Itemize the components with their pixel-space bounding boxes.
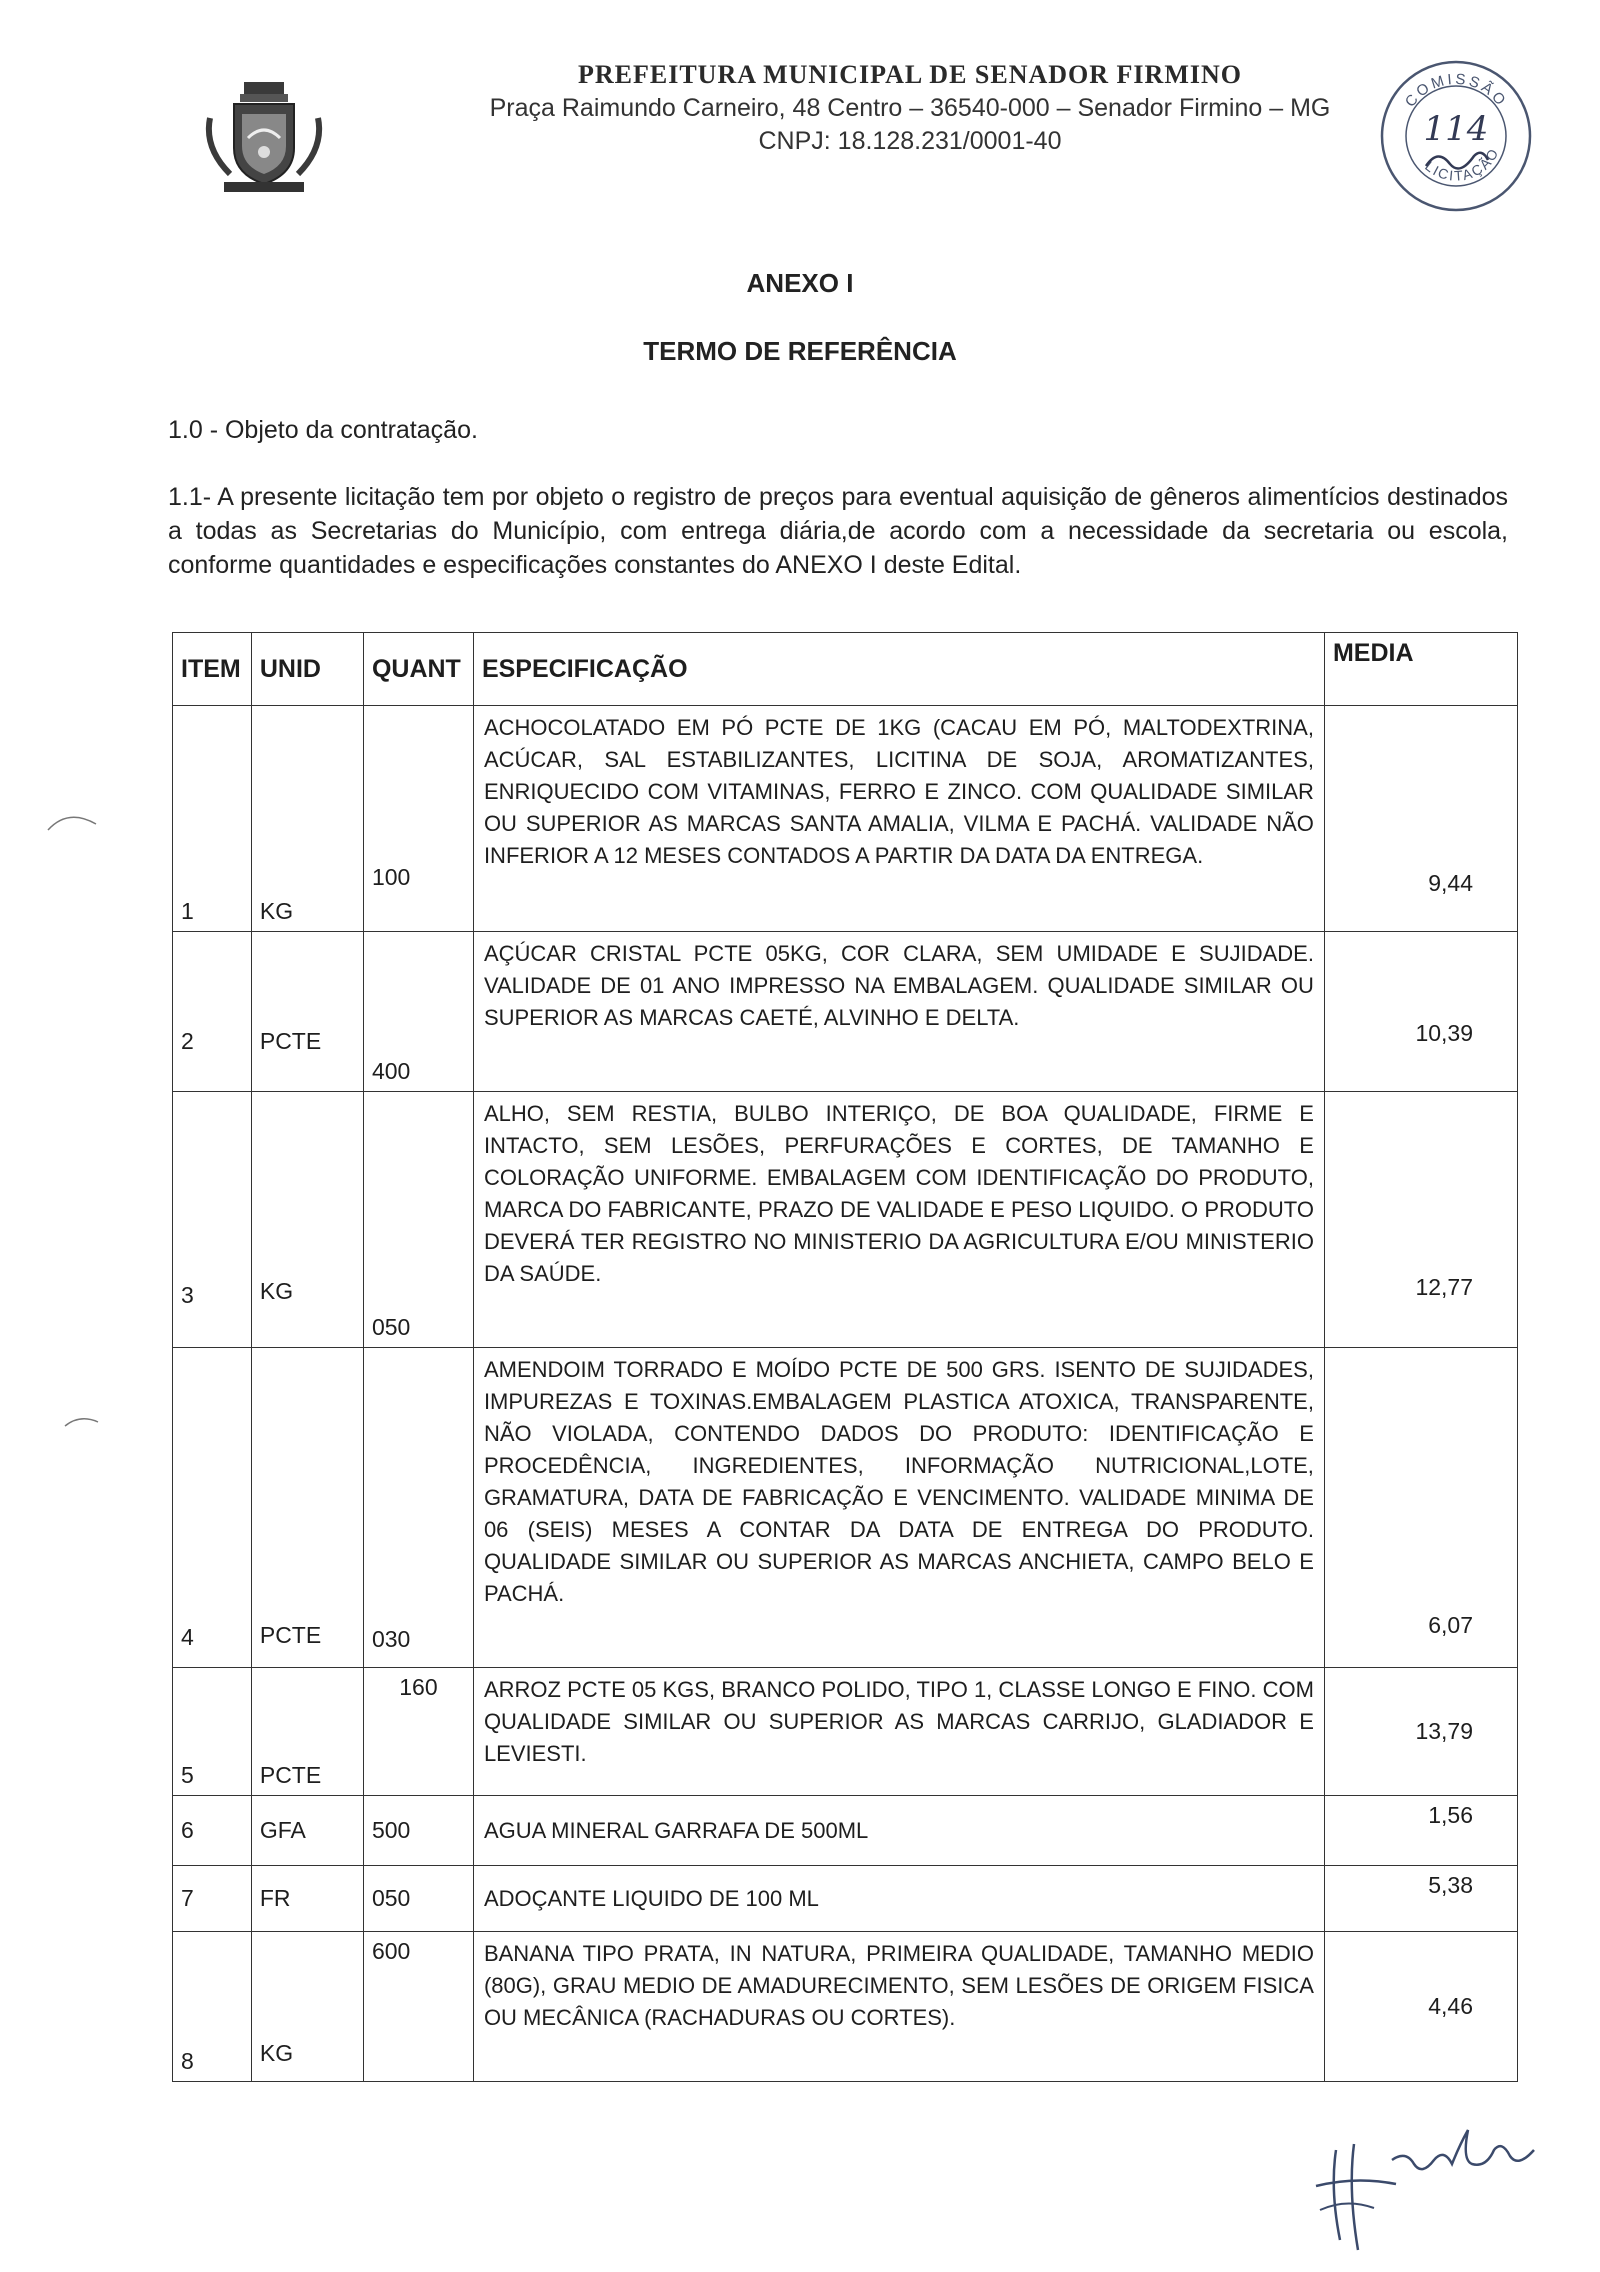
header-unid: UNID xyxy=(251,633,363,706)
cell-media: 6,07 xyxy=(1324,1348,1517,1668)
cell-quant: 030 xyxy=(363,1348,473,1668)
municipality-name: PREFEITURA MUNICIPAL DE SENADOR FIRMINO xyxy=(577,60,1242,89)
handwritten-signature xyxy=(1296,2120,1546,2260)
seal-page-number: 114 xyxy=(1423,109,1489,149)
coat-of-arms-icon xyxy=(200,78,328,198)
cell-item: 2 xyxy=(173,932,252,1092)
cell-spec: AÇÚCAR CRISTAL PCTE 05KG, COR CLARA, SEM UMIDADE E SUJIDADE. VALIDADE DE 01 ANO IMPRESSO NA EMBALAGEM. QUALIDADE SIMILAR OU SUPERIOR AS MARCAS CAETÉ, ALVINHO E DELTA. xyxy=(473,932,1324,1092)
items-table xyxy=(172,632,1518,2082)
table-row xyxy=(173,706,1518,932)
cell-unid: KG xyxy=(251,1092,363,1348)
table-row xyxy=(173,1932,1518,2082)
cell-item: 5 xyxy=(173,1668,252,1796)
cell-spec: AGUA MINERAL GARRAFA DE 500ML xyxy=(473,1796,1324,1866)
address-line: Praça Raimundo Carneiro, 48 Centro – 36540-000 – Senador Firmino – MG xyxy=(489,94,1331,122)
cell-unid: KG xyxy=(251,706,363,932)
cell-item: 4 xyxy=(173,1348,252,1668)
section-heading: 1.0 - Objeto da contratação. xyxy=(168,416,478,444)
header-quant: QUANT xyxy=(363,633,473,706)
annex-title: ANEXO I xyxy=(746,268,854,298)
cell-unid: FR xyxy=(251,1866,363,1932)
object-paragraph: 1.1- A presente licitação tem por objeto o registro de preços para eventual aquisição de gêneros alimentícios destinados a todas as Secretarias do Município, com entrega diária,de acordo com a necessidade da secretaria ou escola, conforme quantidades e especificações constantes do ANEXO I deste Edital. xyxy=(168,483,1508,579)
cell-quant: 050 xyxy=(363,1092,473,1348)
margin-pencil-mark xyxy=(62,1410,102,1432)
cell-quant: 400 xyxy=(363,932,473,1092)
table-row xyxy=(173,1668,1518,1796)
table-header-row xyxy=(173,633,1518,706)
cell-media: 9,44 xyxy=(1324,706,1517,932)
table-row xyxy=(173,932,1518,1092)
cell-spec: BANANA TIPO PRATA, IN NATURA, PRIMEIRA QUALIDADE, TAMANHO MEDIO (80G), GRAU MEDIO DE AMADURECIMENTO, SEM LESÕES DE ORIGEM FISICA OU MECÂNICA (RACHADURAS OU CORTES). xyxy=(473,1932,1324,2082)
cell-media: 10,39 xyxy=(1324,932,1517,1092)
cell-spec: ACHOCOLATADO EM PÓ PCTE DE 1KG (CACAU EM PÓ, MALTODEXTRINA, ACÚCAR, SAL ESTABILIZANTES, LICITINA DE SOJA, AROMATIZANTES, ENRIQUECIDO COM VITAMINAS, FERRO E ZINCO. COM QUALIDADE SIMILAR OU SUPERIOR AS MARCAS SANTA AMALIA, VILMA E PACHÁ. VALIDADE NÃO INFERIOR A 12 MESES CONTADOS A PARTIR DA DATA DA ENTREGA. xyxy=(473,706,1324,932)
cell-quant: 500 xyxy=(363,1796,473,1866)
cell-unid: KG xyxy=(251,1932,363,2082)
commission-seal-stamp xyxy=(1376,56,1536,216)
table-row xyxy=(173,1348,1518,1668)
cell-quant: 050 xyxy=(363,1866,473,1932)
svg-text:LICITAÇÃO xyxy=(1422,145,1502,184)
cell-media: 12,77 xyxy=(1324,1092,1517,1348)
header-media: MEDIA xyxy=(1324,633,1517,706)
cell-media: 13,79 xyxy=(1324,1668,1517,1796)
annex-subtitle: TERMO DE REFERÊNCIA xyxy=(643,336,957,366)
cell-item: 6 xyxy=(173,1796,252,1866)
cell-media: 1,56 xyxy=(1324,1796,1517,1866)
seal-bottom-text: LICITAÇÃO xyxy=(1422,144,1503,184)
cell-item: 7 xyxy=(173,1866,252,1932)
header-spec: ESPECIFICAÇÃO xyxy=(473,633,1324,706)
margin-pencil-mark xyxy=(44,806,100,836)
cell-media: 4,46 xyxy=(1324,1932,1517,2082)
cell-quant: 600 xyxy=(363,1932,473,2082)
letterhead xyxy=(420,60,1400,156)
table-row xyxy=(173,1866,1518,1932)
table-row xyxy=(173,1796,1518,1866)
cell-spec: ALHO, SEM RESTIA, BULBO INTERIÇO, DE BOA QUALIDADE, FIRME E INTACTO, SEM LESÕES, PERFURAÇÕES E CORTES, DE TAMANHO E COLORAÇÃO UNIFORME. EMBALAGEM COM IDENTIFICAÇÃO DO PRODUTO, MARCA DO FABRICANTE, PRAZO DE VALIDADE E PESO LIQUIDO. O PRODUTO DEVERÁ TER REGISTRO NO MINISTERIO DA AGRICULTURA E/OU MINISTERIO DA SAÚDE. xyxy=(473,1092,1324,1348)
cell-quant: 100 xyxy=(363,706,473,932)
cell-spec: ARROZ PCTE 05 KGS, BRANCO POLIDO, TIPO 1, CLASSE LONGO E FINO. COM QUALIDADE SIMILAR OU SUPERIOR AS MARCAS CARRIJO, GLADIADOR E LEVIESTI. xyxy=(473,1668,1324,1796)
cell-item: 1 xyxy=(173,706,252,932)
svg-text:COMISSÃO xyxy=(1402,71,1511,111)
cell-quant: 160 xyxy=(363,1668,473,1796)
cell-spec: ADOÇANTE LIQUIDO DE 100 ML xyxy=(473,1866,1324,1932)
cell-spec: AMENDOIM TORRADO E MOÍDO PCTE DE 500 GRS. ISENTO DE SUJIDADES, IMPUREZAS E TOXINAS.EMBALAGEM PLASTICA ATOXICA, TRANSPARENTE, NÃO VIOLADA, CONTENDO DADOS DO PRODUTO: IDENTIFICAÇÃO E PROCEDÊNCIA, INGREDIENTES, INFORMAÇÃO NUTRICIONAL,LOTE, GRAMATURA, DATA DE FABRICAÇÃO E VENCIMENTO. VALIDADE MINIMA DE 06 (SEIS) MESES A CONTAR DA DATA DE ENTREGA DO PRODUTO. QUALIDADE SIMILAR OU SUPERIOR AS MARCAS ANCHIETA, CAMPO BELO E PACHÁ. xyxy=(473,1348,1324,1668)
cell-item: 3 xyxy=(173,1092,252,1348)
cell-unid: GFA xyxy=(251,1796,363,1866)
cell-unid: PCTE xyxy=(251,1348,363,1668)
cell-item: 8 xyxy=(173,1932,252,2082)
cell-unid: PCTE xyxy=(251,932,363,1092)
cell-media: 5,38 xyxy=(1324,1866,1517,1932)
table-row xyxy=(173,1092,1518,1348)
cnpj-line: CNPJ: 18.128.231/0001-40 xyxy=(758,127,1062,155)
seal-top-text: COMISSÃO xyxy=(1401,70,1511,111)
header-item: ITEM xyxy=(173,633,252,706)
cell-unid: PCTE xyxy=(251,1668,363,1796)
